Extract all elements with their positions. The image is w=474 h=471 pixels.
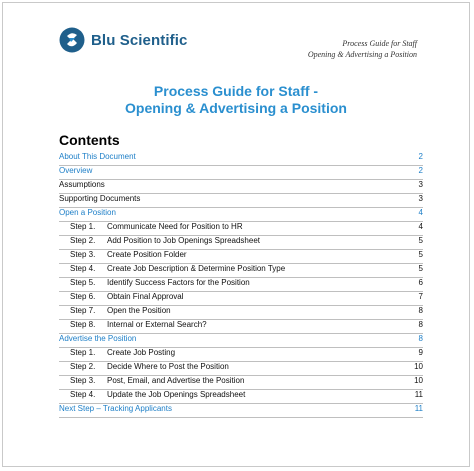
toc-step-label: Step 1. — [70, 348, 96, 357]
toc-step-label: Step 5. — [70, 278, 96, 287]
document-page — [2, 2, 470, 467]
company-logo — [59, 27, 187, 53]
toc-entry[interactable] — [59, 180, 423, 194]
toc-entry-title: Create Position Folder — [107, 250, 187, 259]
running-header-line2: Opening & Advertising a Position — [307, 50, 417, 59]
toc-entry-title: Identify Success Factors for the Position — [107, 278, 250, 287]
toc-page-number: 3 — [418, 180, 423, 189]
toc-entry[interactable] — [59, 250, 423, 264]
running-header-line1: Process Guide for Staff — [342, 39, 417, 48]
toc-step-label: Step 2. — [70, 362, 96, 371]
toc-entry[interactable] — [59, 376, 423, 390]
document-title-line1: Process Guide for Staff - — [153, 83, 319, 99]
toc-entry[interactable] — [59, 390, 423, 404]
toc-page-number: 3 — [418, 194, 423, 203]
toc-page-number: 2 — [418, 166, 423, 175]
running-header — [308, 38, 417, 60]
toc-step-label: Step 6. — [70, 292, 96, 301]
toc-page-number: 10 — [414, 362, 423, 371]
toc-page-number: 8 — [418, 334, 423, 343]
toc-entry[interactable] — [59, 222, 423, 236]
toc-step-label: Step 4. — [70, 264, 96, 273]
toc-entry[interactable] — [59, 194, 423, 208]
toc-page-number: 8 — [418, 320, 423, 329]
toc-page-number: 5 — [418, 264, 423, 273]
toc-page-number: 5 — [418, 236, 423, 245]
toc-entry[interactable] — [59, 362, 423, 376]
toc-entry-title: Overview — [59, 166, 93, 175]
contents-heading: Contents — [59, 132, 120, 148]
toc-entry-title: Advertise the Position — [59, 334, 137, 343]
toc-entry[interactable] — [59, 320, 423, 334]
toc-entry-title: Internal or External Search? — [107, 320, 207, 329]
toc-page-number: 6 — [418, 278, 423, 287]
document-title-line2: Opening & Advertising a Position — [125, 100, 347, 116]
toc-step-label: Step 2. — [70, 236, 96, 245]
blu-scientific-logo-icon — [59, 27, 85, 53]
toc-entry[interactable] — [59, 152, 423, 166]
toc-step-label: Step 7. — [70, 306, 96, 315]
toc-step-label: Step 3. — [70, 250, 96, 259]
toc-entry-title: Update the Job Openings Spreadsheet — [107, 390, 246, 399]
document-title — [3, 83, 469, 117]
toc-page-number: 8 — [418, 306, 423, 315]
toc-page-number: 9 — [418, 348, 423, 357]
toc-entry[interactable] — [59, 404, 423, 418]
toc-entry[interactable] — [59, 236, 423, 250]
toc-entry[interactable] — [59, 166, 423, 180]
toc-entry-title: Create Job Description & Determine Position Type — [107, 264, 286, 273]
toc-entry[interactable] — [59, 264, 423, 278]
toc-page-number: 5 — [418, 250, 423, 259]
toc-page-number: 7 — [418, 292, 423, 301]
toc-entry[interactable] — [59, 292, 423, 306]
toc-entry-title: Supporting Documents — [59, 194, 141, 203]
toc-entry-title: Open the Position — [107, 306, 171, 315]
toc-entry-title: Add Position to Job Openings Spreadsheet — [107, 236, 260, 245]
toc-step-label: Step 3. — [70, 376, 96, 385]
toc-page-number: 11 — [414, 390, 423, 399]
toc-entry-title: Communicate Need for Position to HR — [107, 222, 243, 231]
toc-entry[interactable] — [59, 348, 423, 362]
toc-entry-title: Obtain Final Approval — [107, 292, 184, 301]
table-of-contents — [59, 152, 423, 418]
toc-entry[interactable] — [59, 306, 423, 320]
toc-page-number: 11 — [414, 404, 423, 413]
toc-page-number: 10 — [414, 376, 423, 385]
toc-entry-title: Create Job Posting — [107, 348, 176, 357]
toc-entry-title: Open a Position — [59, 208, 116, 217]
toc-step-label: Step 8. — [70, 320, 96, 329]
toc-step-label: Step 1. — [70, 222, 96, 231]
toc-page-number: 4 — [418, 222, 423, 231]
company-name: Blu Scientific — [91, 31, 188, 49]
toc-entry[interactable] — [59, 278, 423, 292]
toc-step-label: Step 4. — [70, 390, 96, 399]
toc-page-number: 4 — [418, 208, 423, 217]
toc-entry[interactable] — [59, 208, 423, 222]
toc-entry[interactable] — [59, 334, 423, 348]
toc-entry-title: Decide Where to Post the Position — [107, 362, 229, 371]
toc-entry-title: Assumptions — [59, 180, 105, 189]
toc-page-number: 2 — [418, 152, 423, 161]
toc-entry-title: About This Document — [59, 152, 136, 161]
toc-entry-title: Next Step – Tracking Applicants — [59, 404, 172, 413]
toc-entry-title: Post, Email, and Advertise the Position — [107, 376, 245, 385]
